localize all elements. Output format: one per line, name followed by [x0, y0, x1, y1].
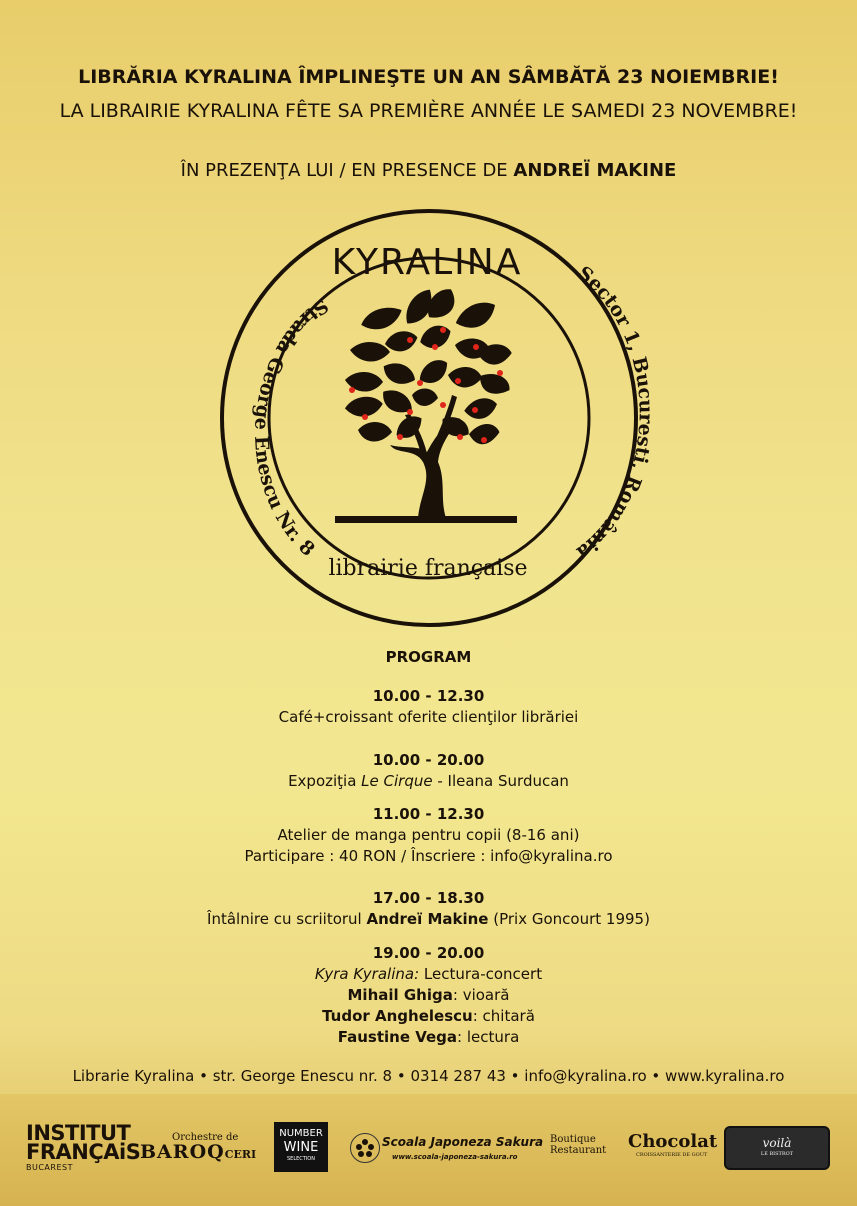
seal-left-arc-text	[250, 294, 332, 561]
event-desc: Expoziţia Le Cirque - Ileana Surducan	[288, 772, 569, 790]
performer: Tudor Anghelescu: chitară	[322, 1007, 535, 1025]
event-desc-registration: Participare : 40 RON / Înscriere : info@kyralina.ro	[244, 847, 613, 865]
baroque-orchestra-logo: Orchestre de BAROQCERI	[140, 1132, 257, 1163]
event-desc: Café+croissant oferite clienţilor librăriei	[278, 708, 579, 726]
performer: Mihail Ghiga: vioară	[347, 986, 510, 1004]
institut-francais-logo: INSTITUT FRANÇAiS BUCAREST	[26, 1121, 141, 1172]
seal-subtitle: librairie française	[328, 556, 528, 581]
program-event-5	[0, 943, 857, 1048]
event-time: 19.00 - 20.00	[372, 944, 485, 962]
event-desc: Întâlnire cu scriitorul Andreï Makine (Prix Goncourt 1995)	[207, 910, 650, 928]
headline-romanian: LIBRĂRIA KYRALINA ÎMPLINEŞTE UN AN SÂMBĂTĂ 23 NOIEMBRIE!	[78, 66, 779, 88]
sakura-emblem-icon	[350, 1133, 380, 1163]
program-event-1	[0, 686, 857, 728]
headline-french: LA LIBRAIRIE KYRALINA FÊTE SA PREMIÈRE ANNÉE LE SAMEDI 23 NOVEMBRE!	[59, 100, 798, 122]
seal-left-arc: Strada George Enescu Nr. 8	[249, 294, 333, 561]
seal-title: KYRALINA	[331, 242, 523, 283]
event-time: 10.00 - 20.00	[372, 751, 485, 769]
tree-icon	[335, 283, 517, 523]
voila-bistrot-logo: voilà LE BISTROT	[724, 1126, 830, 1170]
number-wine-logo: NUMBER WINE SELECTION	[274, 1122, 328, 1172]
event-time: 11.00 - 12.30	[372, 805, 485, 823]
event-time: 17.00 - 18.30	[372, 889, 485, 907]
seal-right-arc: Sector 1, Bucureşti, România	[572, 261, 657, 564]
event-desc: Kyra Kyralina: Lectura-concert	[314, 965, 543, 983]
contact-line: Librarie Kyralina • str. George Enescu nr. 8 • 0314 287 43 • info@kyralina.ro • www.kyralina.ro	[72, 1067, 785, 1085]
event-time: 10.00 - 12.30	[372, 687, 485, 705]
event-desc: Atelier de manga pentru copii (8-16 ani)	[277, 826, 580, 844]
presence-prefix: ÎN PREZENŢA LUI / EN PRESENCE DE	[180, 160, 514, 181]
seal-right-arc-text	[572, 262, 656, 563]
boutique-restaurant-logo: Boutique Restaurant	[550, 1134, 607, 1156]
chocolat-logo: Chocolat CROISSANTERIE DE GOUT	[628, 1131, 718, 1158]
program-title: PROGRAM	[385, 648, 472, 666]
program-event-3	[0, 804, 857, 867]
sakura-school-logo: Scoala Japoneza Sakura www.scoala-japoneza-sakura.ro	[382, 1135, 544, 1161]
program-event-4	[0, 888, 857, 930]
program-event-2	[0, 750, 857, 792]
performer: Faustine Vega: lectura	[337, 1028, 520, 1046]
presence-name: ANDREÏ MAKINE	[513, 160, 677, 181]
